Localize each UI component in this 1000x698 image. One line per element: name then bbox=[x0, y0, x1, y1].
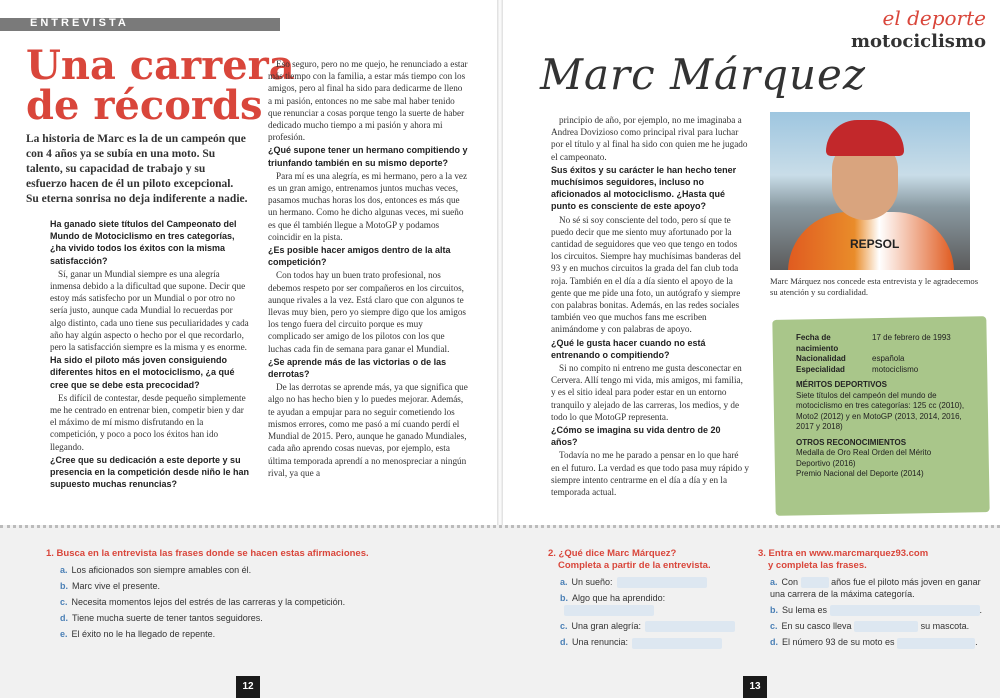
interviewee-name: Marc Márquez bbox=[540, 50, 867, 99]
item-text: Algo que ha aprendido: bbox=[572, 593, 666, 604]
interview-question: ¿Cree que su dedicación a este deporte y su presencia en la competición desde niño le han supuesto muchas renuncias? bbox=[50, 454, 250, 490]
item-letter: c. bbox=[770, 621, 778, 632]
answer-field[interactable] bbox=[564, 605, 654, 616]
exercise-3-item bbox=[770, 636, 988, 648]
interview-question: ¿Qué supone tener un hermano compitiendo y triunfando también en su mismo deporte? bbox=[268, 145, 468, 168]
exercise-2-item bbox=[560, 620, 748, 632]
item-letter: d. bbox=[60, 613, 68, 623]
item-text: Una gran alegría: bbox=[571, 621, 642, 632]
interview-question: ¿Se aprende más de las victorias o de las derrotas? bbox=[268, 356, 447, 380]
interview-answer: Para mí es una alegría, es mi hermano, pero a la vez es un gran amigo, entrenamos juntos muchas veces, pasamos muchas horas los dos, entonces es más que un hermano. Como he dicho algunas veces, mi sueño es que él también llegue a MotoGP y podamos coincidir en la pista. bbox=[268, 170, 468, 242]
meritos-text: Siete títulos del campeón del mundo de motociclismo en tres categorías: 125 cc (2010), Moto2 (2012) y en MotoGP (2013, 2014, 2016, 2017 y 2018) bbox=[796, 390, 965, 431]
interview-question: Ha ganado siete títulos del Campeonato del Mundo de Motociclismo en tres categorías, ¿ha vivido todos los éxitos con la misma satisfacción? bbox=[50, 219, 237, 266]
interview-question: ¿Qué le gusta hacer cuando no está entrenando o compitiendo? bbox=[551, 337, 706, 360]
fact-key: Especialidad bbox=[796, 364, 845, 374]
exercise-1-item bbox=[60, 580, 486, 592]
item-letter: e. bbox=[60, 629, 68, 639]
fact-value: 17 de febrero de 1993 bbox=[872, 333, 951, 342]
meritos-heading: MÉRITOS DEPORTIVOS bbox=[796, 380, 887, 389]
exercise-3-item bbox=[770, 604, 988, 616]
exercise-1-heading: 1. Busca en la entrevista las frases donde se hacen estas afirmaciones. bbox=[46, 548, 369, 559]
item-letter: a. bbox=[560, 577, 568, 587]
interview-answer: Si no compito ni entreno me gusta desconectar en Cervera. Allí tengo mi vida, mis amigos, mi familia, y es el sitio ideal para poder estar en un entorno tranquilo y alejado de las carreras, los medios, y de todo lo que MotoGP representa. bbox=[551, 363, 743, 422]
exercise-3-item bbox=[770, 620, 988, 632]
item-text: Una renuncia: bbox=[572, 637, 629, 648]
fact-row bbox=[796, 354, 966, 365]
item-letter: c. bbox=[560, 621, 568, 632]
interview-answer: De las derrotas se aprende más, ya que significa que algo no has hecho bien y lo puedes mejorar. Además, te ayudan a empujar para no seguir cometiendo los mismos errores, como me pasó a mí cuando perdí el Mundial de 2015. Pero, aunque he ganado Mundiales, cada año aprendo cosas nuevas, por ejemplo, esta última temporada aprendí a no menospreciar a ningún rival, ya que a bbox=[268, 382, 468, 478]
topic-label: motociclismo bbox=[851, 31, 986, 52]
interview-question: ¿Es posible hacer amigos dentro de la alta competición? bbox=[268, 245, 451, 268]
section-tag bbox=[0, 18, 280, 31]
exercise-3-subheading: y completa las frases. bbox=[768, 560, 867, 571]
item-text: una carrera de la máxima categoría. bbox=[770, 589, 915, 600]
item-letter: d. bbox=[560, 637, 568, 648]
fact-box-content bbox=[796, 333, 966, 480]
item-text: Un sueño: bbox=[571, 577, 613, 587]
item-text: Su lema es bbox=[782, 605, 828, 616]
answer-field[interactable] bbox=[617, 577, 707, 588]
fact-value: motociclismo bbox=[872, 364, 919, 374]
item-letter: a. bbox=[60, 565, 68, 575]
interview-question: ¿Cómo se imagina su vida dentro de 20 años? bbox=[551, 425, 721, 448]
interview-answer: principio de año, por ejemplo, no me imaginaba a Andrea Dovizioso como principal rival para luchar por el título y al final ha sido con quien me he jugado el campeonato. bbox=[551, 115, 748, 162]
item-text: Con bbox=[781, 577, 799, 587]
item-text: . bbox=[979, 605, 983, 616]
column-2 bbox=[268, 58, 468, 480]
column-3 bbox=[551, 114, 749, 499]
page-number-left: 12 bbox=[236, 676, 260, 698]
otros-text-2: Premio Nacional del Deporte (2014) bbox=[796, 469, 924, 478]
exercise-3-heading: 3. Entra en www.marcmarquez93.com bbox=[758, 548, 929, 559]
book-spine bbox=[497, 0, 503, 525]
exercise-1-item bbox=[60, 612, 486, 624]
otros-text-1: Medalla de Oro Real Orden del Mérito Deportivo (2016) bbox=[796, 448, 932, 468]
interview-answer: Con todos hay un buen trato profesional, nos debemos respeto por ser compañeros en los circuitos, aunque rivales a la vez. Está claro que con algunos te llevas muy bien, pero yo siempre digo que los amigos los tengo fuera del circuito porque es muy complicado ser amigo de los pilotos con los que luchas cada fin de semana para ganar el Mundial. bbox=[268, 270, 467, 354]
item-text: su mascota. bbox=[920, 621, 970, 632]
exercise-3 bbox=[758, 548, 988, 649]
item-text: Tiene mucha suerte de tener tantos seguidores. bbox=[72, 613, 263, 623]
answer-field[interactable] bbox=[801, 577, 829, 588]
item-text: En su casco lleva bbox=[781, 621, 852, 632]
answer-field[interactable] bbox=[897, 638, 975, 649]
interview-answer: Es difícil de contestar, desde pequeño simplemente me he centrado en entrenar bien, competir bien y dar el máximo de mí mismo disfrutando en la competición, y poco a poco los éxitos han ido llegando. bbox=[50, 392, 246, 452]
photo-caption: Marc Márquez nos concede esta entrevista y le agradecemos su atención y su cordialidad. bbox=[770, 276, 979, 297]
page-number-right: 13 bbox=[743, 676, 767, 698]
fact-value: española bbox=[872, 354, 905, 363]
answer-field[interactable] bbox=[854, 621, 918, 632]
answer-field[interactable] bbox=[632, 638, 722, 649]
exercise-1 bbox=[46, 548, 486, 640]
interview-question: Ha sido el piloto más joven consiguiendo diferentes hitos en el motociclismo, ¿a qué cree que se debe esta precocidad? bbox=[50, 355, 235, 390]
answer-field[interactable] bbox=[645, 621, 735, 632]
exercise-1-item bbox=[60, 596, 486, 608]
cap bbox=[826, 120, 904, 156]
exercise-2-item bbox=[560, 636, 748, 648]
item-letter: d. bbox=[770, 637, 778, 648]
interview-answer: Eso seguro, pero no me quejo, he renunciado a estar más tiempo con la familia, a estar más tiempo con los amigos, pero al final ha sido para dedicarme de lleno a mi pasión, entonces no me sabe mal haber tenido que renunciar a cosas porque tengo la suerte de haber dedicado mucho tiempo a mi pasión y ahora mi profesión. bbox=[268, 59, 468, 143]
item-letter: b. bbox=[560, 593, 568, 604]
answer-field[interactable] bbox=[830, 605, 980, 616]
exercise-2 bbox=[548, 548, 748, 649]
interview-question: Sus éxitos y su carácter le han hecho tener muchísimos seguidores, incluso no aficionados al motociclismo. ¿Hasta qué punto es consciente de este apoyo? bbox=[551, 164, 737, 212]
item-text: Los aficionados son siempre amables con él. bbox=[71, 565, 252, 575]
item-text: Marc vive el presente. bbox=[72, 581, 161, 591]
item-letter: b. bbox=[60, 581, 68, 591]
column-1 bbox=[50, 218, 250, 491]
suit-logo: REPSOL bbox=[850, 237, 900, 251]
exercise-3-item bbox=[770, 576, 988, 600]
title-line1: Una carrera bbox=[26, 42, 295, 89]
fact-key: Nacionalidad bbox=[796, 354, 846, 363]
exercise-2-items bbox=[560, 576, 748, 649]
item-letter: a. bbox=[770, 577, 778, 587]
exercise-1-items bbox=[60, 564, 486, 640]
exercise-2-subheading: Completa a partir de la entrevista. bbox=[558, 560, 711, 571]
item-text: . bbox=[975, 637, 978, 648]
portrait-photo bbox=[770, 112, 970, 270]
exercise-1-item bbox=[60, 628, 486, 640]
item-text: El éxito no le ha llegado de repente. bbox=[71, 629, 216, 639]
intro-text: La historia de Marc es la de un campeón que con 4 años ya se subía en una moto. Su talento, su capacidad de trabajo y su esfuerzo hacen de él un piloto excepcional. Su eterna sonrisa no deja indiferente a nadie. bbox=[26, 133, 248, 205]
fact-key: Fecha de nacimiento bbox=[796, 333, 839, 353]
item-text: El número 93 de su moto es bbox=[782, 637, 895, 648]
interview-answer: Todavía no me he parado a pensar en lo que haré en el futuro. La verdad es que todo pasa muy rápido y siempre intento centrarme en el día a día y en la temporada actual. bbox=[551, 450, 749, 498]
topic-script: el deporte bbox=[882, 6, 986, 30]
interview-answer: Sí, ganar un Mundial siempre es una alegría inmensa debido a la dificultad que supone. Decir que estoy más satisfecho por un Mundial o por otro no sería justo, aunque cada Mundial lo recuerdas por algo distinto, cada uno tiene sus peculiaridades y cada año hay algún aspecto o hecho por el que recordarlo, pero la satisfacción siempre es la misma y es enorme. bbox=[50, 268, 249, 353]
article-title bbox=[26, 42, 295, 129]
title-line2: de récords bbox=[26, 82, 263, 129]
interview-answer: No sé si soy consciente del todo, pero sí que te puedo decir que me siento muy afortunado por la cantidad de seguidores que veo que tengo en todos los circuitos. Siempre hay muchísimas banderas del 93 y en muchos circuitos la grada del fan club toda roja. También en el día a día siento el apoyo de la gente que me pide una foto, un autógrafo y siempre con palabras bonitas. Además, en las redes sociales también veo que muchos fans me escriben animándome y con palabras de apoyo. bbox=[551, 214, 742, 335]
section-tag-label: ENTREVISTA bbox=[30, 17, 129, 29]
item-letter: c. bbox=[60, 597, 68, 607]
exercise-2-heading: 2. ¿Qué dice Marc Márquez? bbox=[548, 548, 677, 559]
item-text: años fue el piloto más joven en ganar bbox=[831, 577, 981, 587]
exercise-2-item bbox=[560, 576, 748, 588]
item-letter: b. bbox=[770, 605, 778, 616]
otros-heading: OTROS RECONOCIMIENTOS bbox=[796, 437, 907, 447]
exercise-2-item bbox=[560, 592, 748, 616]
fact-row bbox=[796, 333, 966, 354]
fact-row bbox=[796, 365, 966, 376]
item-text: Necesita momentos lejos del estrés de las carreras y la competición. bbox=[71, 597, 346, 607]
exercise-1-item bbox=[60, 564, 486, 576]
